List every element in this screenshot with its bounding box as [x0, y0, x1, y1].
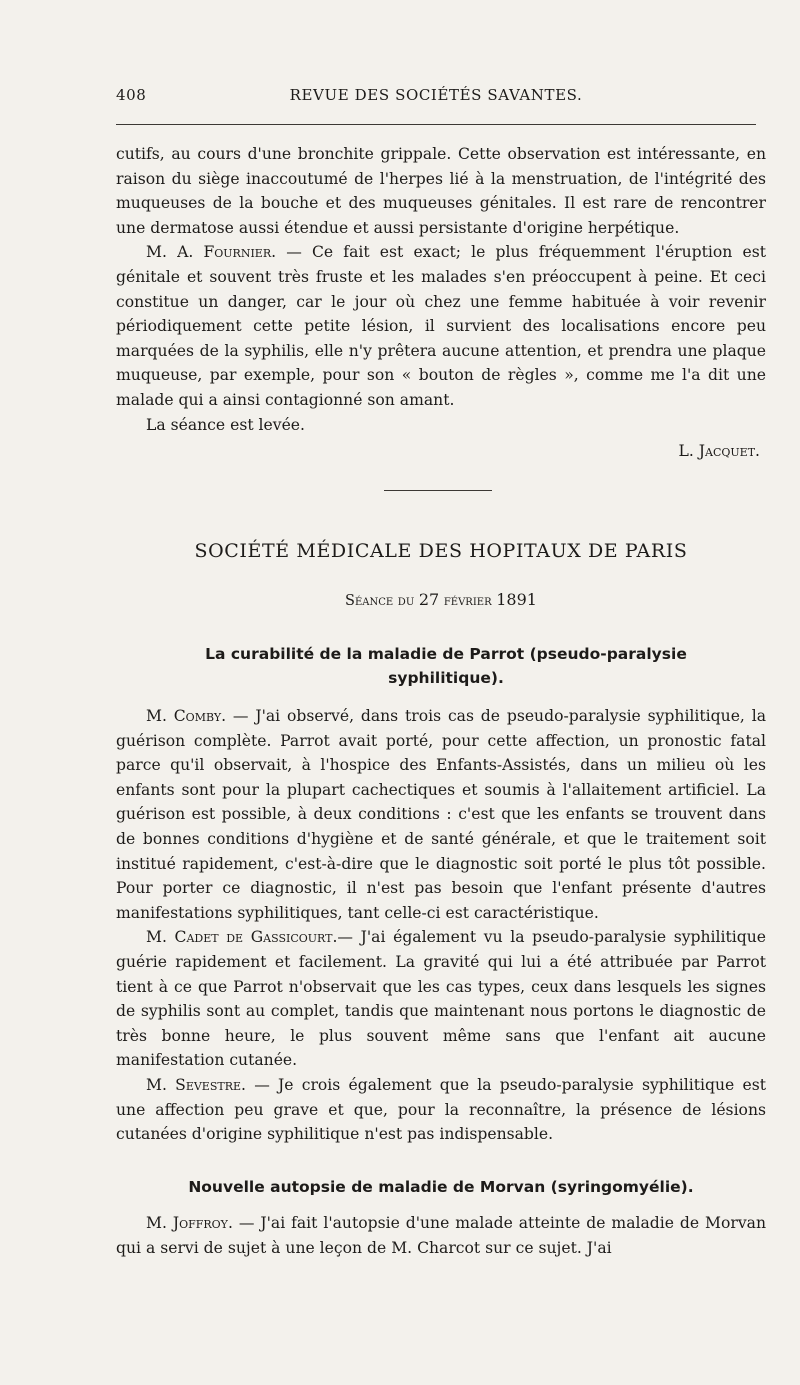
sevestre-paragraph	[116, 1073, 766, 1147]
morvan-section-body	[116, 1211, 766, 1260]
speaker-comby: M. Comby.	[146, 707, 227, 725]
sevestre-text: — Je crois également que la pseudo-paralysie syphilitique est une affection peu grave et que, pour la reconnaître, la présence de lésions cutanées d'origine syphilitique n'est pas indispensable.	[116, 1075, 766, 1144]
gassicourt-paragraph	[116, 925, 766, 1073]
section-divider	[384, 490, 492, 491]
session-month: février	[439, 593, 497, 609]
session-year: 1891	[496, 590, 537, 609]
gassicourt-text: .— J'ai également vu la pseudo-paralysie syphilitique guérie rapidement et facilement. La gravité qui lui a été attribuée par Parrot tient à ce que Parrot n'observait que les cas types, ceux dans lesquels les signes de syphilis sont au complet, tandis que maintenant nous portons le diagnostic de très bonne heure, le plus souvent même sans que l'enfant ait aucune manifestation cutanée.	[116, 928, 767, 1070]
header-rule	[116, 124, 756, 125]
intro-block	[116, 142, 766, 464]
speaker-fournier: M. A. Fournier.	[146, 243, 277, 262]
speaker-gassicourt: M. Cadet de Gassicourt	[146, 928, 333, 947]
intro-paragraph-2-text: — Ce fait est exact; le plus fréquemment l'éruption est génitale et souvent très fruste et les malades s'en préoccupent à peine. Et ceci constitue un danger, car le jour où chez une femme habituée à voir revenir périodiquement cette petite lésion, il survient des localisations encore peu marquées de la syphilis, elle n'y prêtera aucune attention, et prendra une plaque muqueuse, par exemple, pour son « bouton de règles », comme me l'a dit une malade qui a ainsi contagionné son amant.	[116, 243, 766, 409]
intro-paragraph-1: cutifs, au cours d'une bronchite grippale. Cette observation est intéressante, en raison du siège inaccoutumé de l'herpes lié à la menstruation, de l'intégrité des muqueuses de la bouche et des muqueuses génitales. Il est rare de rencontrer une dermatose aussi étendue et aussi persistante d'origine herpétique.	[116, 145, 766, 237]
society-title: SOCIÉTÉ MÉDICALE DES HOPITAUX DE PARIS	[194, 540, 688, 562]
page-number: 408	[116, 86, 147, 104]
running-head	[116, 86, 756, 110]
signature: L. Jacquet.	[678, 442, 760, 461]
comby-paragraph	[116, 704, 766, 925]
running-title: REVUE DES SOCIÉTÉS SAVANTES.	[289, 86, 583, 104]
section-heading-morvan: Nouvelle autopsie de maladie de Morvan (syringomyélie).	[188, 1178, 694, 1196]
parrot-section-body	[116, 704, 766, 1147]
session-prefix: Séance du	[345, 593, 419, 609]
intro-paragraph-3: La séance est levée.	[146, 415, 305, 434]
joffroy-paragraph	[116, 1211, 766, 1260]
intro-paragraph-2	[116, 240, 766, 412]
speaker-joffroy: M. Joffroy.	[146, 1214, 233, 1232]
section-heading-parrot: La curabilité de la maladie de Parrot (pseudo-paralysie syphilitique).	[205, 645, 687, 687]
speaker-sevestre: M. Sevestre.	[146, 1075, 246, 1094]
joffroy-text: — J'ai fait l'autopsie d'une malade atteinte de maladie de Morvan qui a servi de sujet à une leçon de M. Charcot sur ce sujet. J'ai	[116, 1214, 766, 1257]
comby-text: — J'ai observé, dans trois cas de pseudo-paralysie syphilitique, la guérison complète. Parrot avait porté, pour cette affection, un pronostic fatal parce qu'il observait, à l'hospice des Enfants-Assistés, dans un milieu où les enfants sont pour la plupart cachectiques et soumis à l'allaitement artificiel. La guérison est possible, à deux conditions : c'est que les enfants se trouvent dans de bonnes conditions d'hygiène et de santé générale, et que le traitement soit institué rapidement, c'est-à-dire que le diagnostic soit porté le plus tôt possible. Pour porter ce diagnostic, il n'est pas besoin que l'enfant présente d'autres manifestations syphilitiques, tant celle-ci est caractéristique.	[116, 707, 766, 922]
session-date	[116, 590, 766, 609]
session-day: 27	[418, 590, 440, 609]
